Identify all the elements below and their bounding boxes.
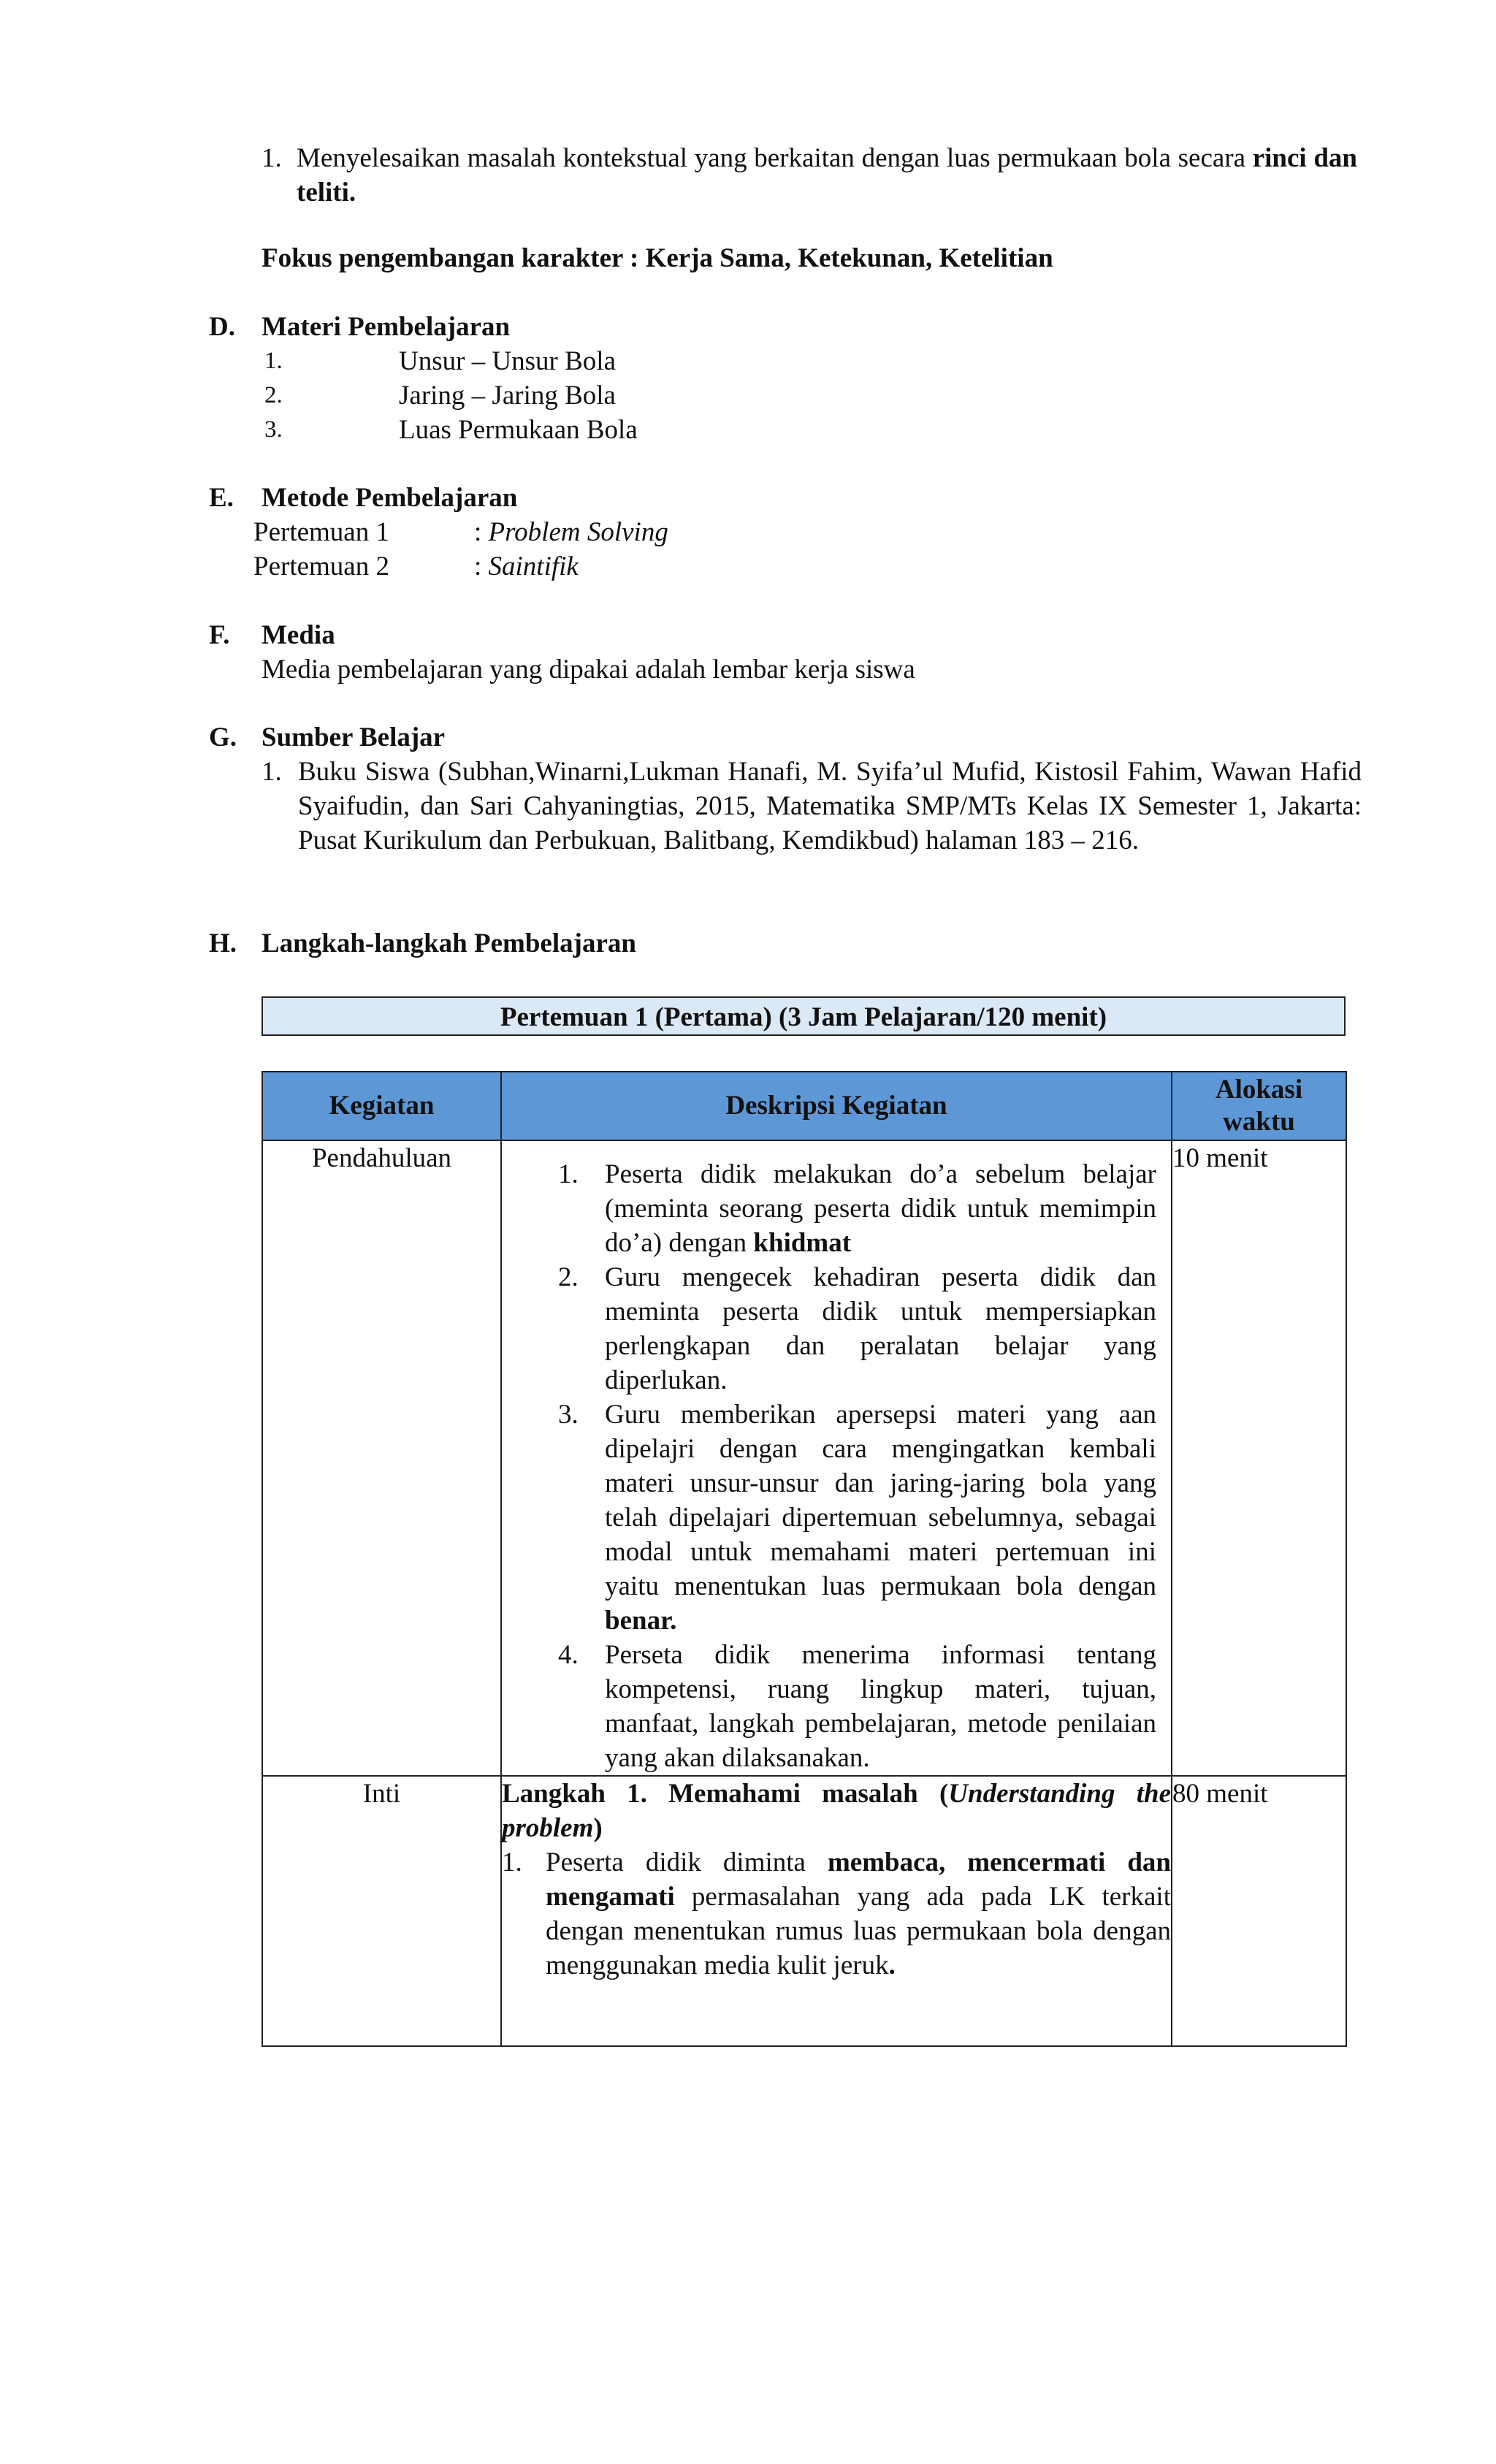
- section-letter: F.: [209, 620, 230, 650]
- source-item: [262, 755, 1362, 858]
- method-value: [474, 515, 668, 549]
- objective-text-bold: rinci dan teliti.: [297, 143, 1358, 207]
- item-number: 2.: [558, 1262, 579, 1292]
- section-letter: G.: [209, 722, 237, 752]
- table-row: [262, 1776, 1346, 2046]
- activity-name: Pendahuluan: [262, 1140, 501, 1776]
- item-bold: benar.: [605, 1606, 677, 1636]
- separator: :: [474, 517, 489, 547]
- item-number: 4.: [558, 1640, 579, 1670]
- media-text: Media pembelajaran yang dipakai adalah lembar kerja siswa: [262, 655, 915, 684]
- separator: :: [474, 552, 489, 581]
- method-label: Pertemuan 2: [253, 552, 389, 581]
- list-item: [558, 1638, 1156, 1775]
- item-number: 3.: [264, 416, 283, 443]
- method-name: Problem Solving: [488, 517, 668, 547]
- objective-number: 1.: [262, 143, 282, 173]
- section-media-heading: [209, 618, 335, 652]
- item-number: 1.: [558, 1159, 579, 1189]
- list-item: [558, 1157, 1156, 1260]
- item-label: Jaring – Jaring Bola: [399, 381, 616, 411]
- header-alokasi: Alokasi waktu: [1172, 1072, 1346, 1140]
- method-row: [253, 549, 389, 584]
- table-row: [262, 1140, 1346, 1776]
- item-text: Peserta didik melakukan do’a sebelum belajar (meminta seorang peserta didik untuk memimpin do’a) dengan: [605, 1159, 1156, 1258]
- method-label: Pertemuan 1: [253, 517, 389, 547]
- method-row: [253, 515, 389, 549]
- item-text: Guru mengecek kehadiran peserta didik dan meminta peserta didik untuk mempersiapkan perlengkapan dan peralatan belajar yang diperlukan.: [605, 1262, 1156, 1395]
- header-deskripsi: Deskripsi Kegiatan: [501, 1072, 1172, 1140]
- item-end: .: [888, 1950, 896, 1980]
- item-number: 1.: [262, 757, 282, 787]
- activity-description: [501, 1140, 1172, 1776]
- item-number: 2.: [264, 382, 283, 408]
- section-letter: D.: [209, 312, 235, 342]
- objective-text: Menyelesaikan masalah kontekstual yang berkaitan dengan luas permukaan bola secara: [297, 143, 1246, 173]
- item-text: Guru memberikan apersepsi materi yang aan dipelajri dengan cara mengingatkan kembali materi unsur-unsur dan jaring-jaring bola yang telah dipelajari dipertemuan sebelumnya, sebagai modal untuk memahami materi pertemuan ini yaitu menentukan luas permukaan bola dengan: [605, 1400, 1156, 1601]
- activity-name: Inti: [262, 1776, 501, 2046]
- section-sumber-heading: [209, 720, 446, 755]
- step-title-text: Langkah 1. Memahami masalah (: [502, 1779, 949, 1809]
- step-title: [502, 1777, 1171, 1845]
- item-number: 1.: [264, 348, 283, 374]
- header-kegiatan: Kegiatan: [262, 1072, 501, 1140]
- item-text: permasalahan yang ada pada LK terkait dengan menentukan rumus luas permukaan bola dengan menggunakan media kulit jeruk: [546, 1882, 1171, 1980]
- activity-table: [262, 1071, 1347, 2047]
- list-item: [502, 1845, 1171, 1983]
- item-label: Luas Permukaan Bola: [399, 415, 638, 445]
- section-title: Langkah-langkah Pembelajaran: [262, 928, 636, 958]
- section-title: Media: [262, 620, 335, 650]
- activity-time: 80 menit: [1172, 1776, 1346, 2046]
- item-label: Unsur – Unsur Bola: [399, 346, 617, 376]
- objective-item: [262, 141, 1357, 210]
- item-text: Peserta didik diminta: [546, 1847, 828, 1877]
- activity-description: [501, 1776, 1172, 2046]
- item-number: 1.: [502, 1847, 522, 1877]
- section-title: Metode Pembelajaran: [262, 483, 518, 513]
- item-number: 3.: [558, 1400, 579, 1430]
- method-name: Saintifik: [488, 552, 579, 581]
- step-title-close: ): [593, 1813, 603, 1843]
- section-title: Sumber Belajar: [262, 722, 446, 752]
- method-value: [474, 549, 579, 584]
- item-text: Perseta didik menerima informasi tentang kompetensi, ruang lingkup materi, tujuan, manfaat, langkah pembelajaran, metode penilaian yang akan dilaksanakan.: [605, 1640, 1156, 1773]
- meeting-title: Pertemuan 1 (Pertama) (3 Jam Pelajaran/120 menit): [262, 996, 1346, 1036]
- section-letter: H.: [209, 928, 237, 958]
- list-item: [558, 1260, 1156, 1397]
- character-focus: Fokus pengembangan karakter : Kerja Sama, Ketekunan, Ketelitian: [262, 243, 1053, 273]
- item-bold: membaca, mencermati dan mengamati: [546, 1847, 1171, 1912]
- section-letter: E.: [209, 483, 234, 513]
- section-langkah-heading: [209, 926, 636, 961]
- activity-time: 10 menit: [1172, 1140, 1346, 1776]
- step-title-italic: Understanding the problem: [502, 1779, 1172, 1843]
- section-metode-heading: [209, 481, 518, 515]
- item-bold: khidmat: [753, 1228, 852, 1258]
- section-title: Materi Pembelajaran: [262, 312, 511, 342]
- section-materi-heading: [209, 310, 511, 344]
- list-item: [558, 1397, 1156, 1638]
- table-header-row: [262, 1072, 1346, 1140]
- source-text: Buku Siswa (Subhan,Winarni,Lukman Hanafi, M. Syifa’ul Mufid, Kistosil Fahim, Wawan Hafid Syaifudin, dan Sari Cahyaningtias, 2015, Matematika SMP/MTs Kelas IX Semester 1, Jakarta: Pusat Kurikulum dan Perbukuan, Balitbang, Kemdikbud) halaman 183 – 216.: [298, 757, 1362, 855]
